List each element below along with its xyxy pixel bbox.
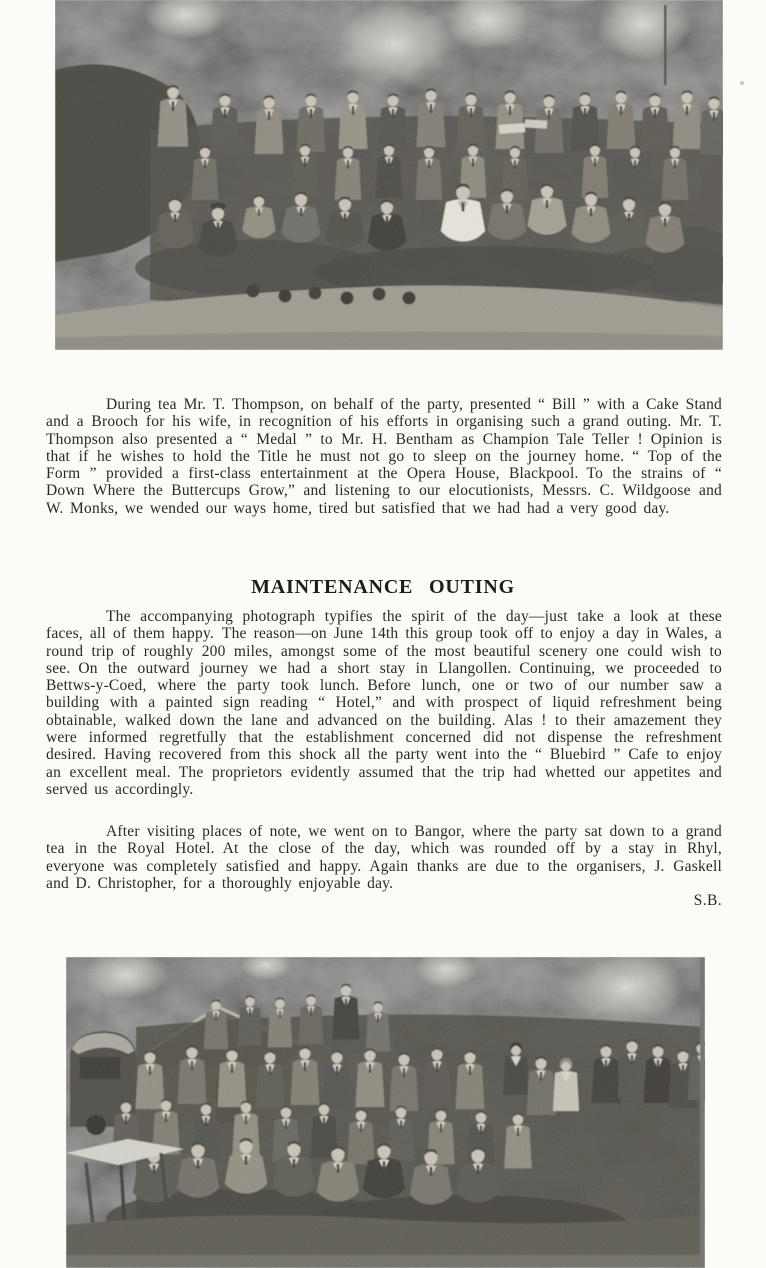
- author-initials: S.B.: [693, 892, 722, 909]
- scan-speck: [740, 81, 744, 85]
- group-photo-bottom: [66, 957, 705, 1268]
- group-photo-top: [55, 0, 723, 350]
- photo-grain: [55, 0, 723, 350]
- photo-grain: [66, 957, 705, 1268]
- paragraph-tea-presentation: During tea Mr. T. Thompson, on behalf of the party, presented “ Bill ” with a Cake Stand and a Brooch for his wife, in recognition of his efforts in organising such a grand outing. Mr. T. Thompson also presented a “ Medal ” to Mr. H. Bentham as Champion Tale Teller ! Opinion is that if he wishes to hold the Title he must not go to sleep on the journey home. “ Top of the Form ” provided a first-class entertainment at the Opera House, Blackpool. To the strains of “ Down Where the Buttercups Grow,” and listening to our elocutionists, Messrs. C. Wildgoose and W. Monks, we wended our ways home, tired but satisfied that we had had a very good day.: [46, 396, 722, 517]
- paragraph-bangor-royal-hotel: After visiting places of note, we went on to Bangor, where the party sat down to a grand tea in the Royal Hotel. At the close of the day, which was rounded off by a stay in Rhyl, everyone was completely satisfied and happy. Again thanks are due to the organisers, J. Gaskell and D. Christopher, for a thoroughly enjoyable day.: [46, 823, 722, 892]
- group-photo-bottom-image: [66, 957, 705, 1268]
- section-heading: MAINTENANCE OUTING: [251, 576, 515, 598]
- group-photo-top-image: [55, 0, 723, 350]
- paragraph-maintenance-outing-day: The accompanying photograph typifies the spirit of the day—just take a look at these faces, all of them happy. The reason—on June 14th this group took off to enjoy a day in Wales, a round trip of roughly 200 miles, amongst some of the most beautiful scenery one could wish to see. On the outward journey we had a short stay in Llangollen. Continuing, we proceeded to Bettws-y-Coed, where the party took lunch. Before lunch, one or two of our number saw a building with a painted sign reading “ Hotel,” and with prospect of liquid refreshment being obtainable, walked down the lane and advanced on the building. Alas ! to their amazement they were informed regretfully that the establishment concerned did not dispense the refreshment desired. Having recovered from this shock all the party went into the “ Bluebird ” Cafe to enjoy an excellent meal. The proprietors evidently assumed that the trip had whetted our appetites and served us accordingly.: [46, 608, 722, 798]
